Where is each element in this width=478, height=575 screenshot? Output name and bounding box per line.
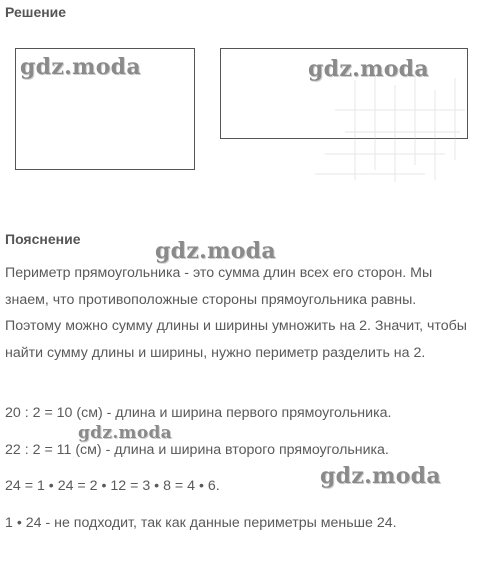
watermark-4: gdz.moda [78,423,172,443]
explanation-paragraph: Периметр прямоугольника - это сумма длин всех его сторон. Мы знаем, что противоположные стороны прямоугольника равны. Поэтому можно сумму длины и ширины умножить на 2. Значит, чтобы найти сумму длины и ширины, нужно периметр разделить на 2. [5,265,467,361]
line-1: 20 : 2 = 10 (см) - длина и ширина первого прямоугольника. [5,405,392,421]
solution-heading: Решение [5,4,67,20]
line-3: 24 = 1 • 24 = 2 • 12 = 3 • 8 = 4 • 6. [5,478,220,494]
watermark-2: gdz.moda [308,56,429,82]
line-2: 22 : 2 = 11 (см) - длина и ширина второго прямоугольника. [5,442,389,458]
watermark-3: gdz.moda [155,238,276,264]
line-4: 1 • 24 - не подходит, так как данные периметры меньше 24. [5,515,397,531]
explanation-heading: Пояснение [5,231,81,247]
watermark-1: gdz.moda [20,54,141,80]
watermark-5: gdz.moda [320,463,441,489]
faint-grid-decoration [225,70,470,185]
